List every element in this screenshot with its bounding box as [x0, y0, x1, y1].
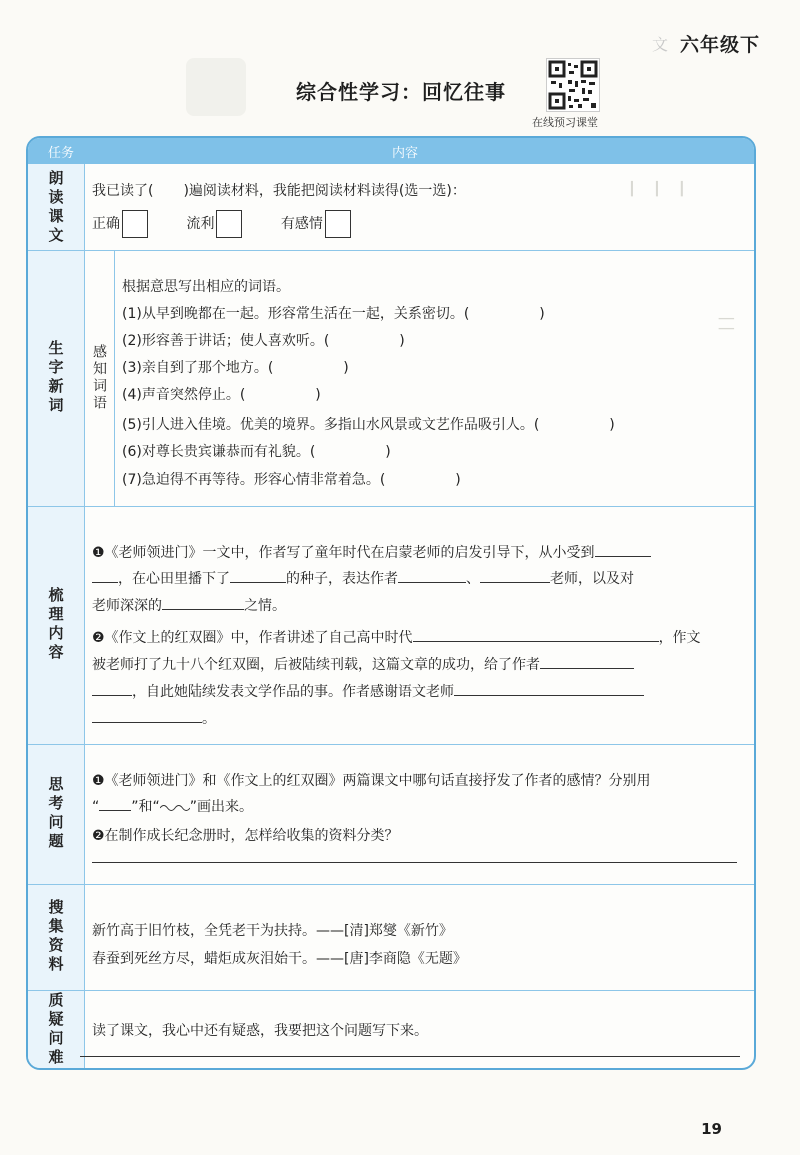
- page-number: 19: [701, 1120, 722, 1138]
- think-q1-line1: ❶《老师领进门》和《作文上的红双圈》两篇课文中哪句话直接抒发了作者的感情？分别用: [92, 773, 651, 789]
- summary-p2-text-c: 被老师打了九十八个红双圈，后被陆续刊载，这篇文章的成功，给了作者: [92, 657, 540, 673]
- word-item-3: (3)亲自到了那个地方。( ): [122, 360, 349, 376]
- poem-line-2: 春蚕到死丝方尽，蜡炬成灰泪始干。——[唐]李商隐《无题》: [92, 951, 467, 967]
- answer-line[interactable]: [80, 1056, 740, 1057]
- fill-blank[interactable]: [480, 568, 550, 583]
- summary-p2-text-a: ❷《作文上的红双圈》中，作者讲述了自己高中时代: [92, 630, 413, 646]
- poem-line-1: 新竹高于旧竹枝，全凭老干为扶持。——[清]郑燮《新竹》: [92, 923, 453, 939]
- fill-blank[interactable]: [398, 568, 466, 583]
- answer-line[interactable]: [92, 862, 737, 863]
- summary-p2-text-d: ，自此她陆续发表文学作品的事。作者感谢语文老师: [132, 684, 454, 700]
- reading-count-prefix: 我已读了(: [92, 183, 154, 199]
- fill-blank[interactable]: [92, 681, 132, 696]
- fill-blank[interactable]: [454, 681, 644, 696]
- summary-p1-text-g: 之情。: [244, 598, 286, 614]
- summary-p2-line4: [92, 708, 216, 728]
- reading-options: [92, 210, 385, 238]
- task-label-reading: 朗读课文: [46, 170, 65, 246]
- question-prompt: 读了课文，我心中还有疑惑，我要把这个问题写下来。: [92, 1023, 428, 1039]
- word-item-7: (7)急迫得不再等待。形容心情非常着急。( ): [122, 472, 461, 488]
- summary-p1-text-d: 、: [466, 571, 480, 587]
- summary-p1-text-f: 老师深深的: [92, 598, 162, 614]
- reading-instruction: )遍阅读材料，我能把阅读材料读得(选一选)：: [183, 183, 466, 199]
- task-label-summary: 梳理内容: [46, 587, 65, 663]
- task-label-words: 生字新词: [46, 340, 65, 416]
- header-content: 内容: [392, 146, 419, 161]
- word-item-1: (1)从早到晚都在一起。形容常生活在一起，关系密切。( ): [122, 306, 545, 322]
- page-title: 综合性学习：回忆往事: [296, 80, 506, 104]
- words-subcolumn: [84, 250, 115, 506]
- fill-blank[interactable]: [413, 627, 659, 642]
- quote-mid: ”和“: [131, 799, 160, 815]
- fill-blank[interactable]: [540, 654, 634, 669]
- summary-p2-line3: [92, 681, 644, 701]
- summary-p2-line1: [92, 627, 701, 647]
- words-sub-label: 感知词语: [91, 344, 107, 412]
- qr-caption: 在线预习课堂: [532, 116, 598, 129]
- fill-blank[interactable]: [92, 568, 118, 583]
- summary-p2-text-b: ，作文: [658, 630, 701, 646]
- word-item-2: (2)形容善于讲话；使人喜欢听。( ): [122, 333, 405, 349]
- faded-logo: [186, 58, 246, 116]
- think-q1-line2: [92, 796, 253, 816]
- summary-p1-text-c: 的种子，表达作者: [286, 571, 398, 587]
- word-item-5: (5)引人进入佳境。优美的境界。多指山水风景或文艺作品吸引人。( ): [122, 417, 615, 433]
- option-correct-checkbox[interactable]: [122, 210, 148, 238]
- row-divider: [28, 744, 754, 745]
- task-label-question: 质疑问难: [46, 992, 65, 1068]
- wavy-line-icon: [160, 801, 190, 811]
- reading-line: [92, 180, 466, 200]
- grade-ghost-text: 文: [651, 35, 668, 54]
- option-emotion-label: 有感情: [280, 216, 323, 232]
- row-divider: [28, 990, 754, 991]
- option-correct-label: 正确: [92, 216, 120, 232]
- qr-code-icon[interactable]: [546, 58, 600, 112]
- summary-p1-text-b: ，在心田里播下了: [118, 571, 230, 587]
- fill-blank[interactable]: [595, 542, 651, 557]
- summary-p1-text-a: ❶《老师领进门》一文中，作者写了童年时代在启蒙老师的启发引导下，从小受到: [92, 545, 595, 561]
- task-table: [26, 136, 756, 1070]
- summary-p1-line1: [92, 542, 651, 562]
- word-item-4: (4)声音突然停止。( ): [122, 387, 321, 403]
- header-task: 任务: [48, 146, 75, 161]
- row-divider: [28, 884, 754, 885]
- summary-p2-text-e: 。: [202, 711, 216, 727]
- table-header: [28, 138, 754, 164]
- option-emotion-checkbox[interactable]: [325, 210, 351, 238]
- task-label-collect: 搜集资料: [46, 899, 65, 975]
- summary-p1-text-e: 老师，以及对: [550, 571, 634, 587]
- summary-p1-line2: [92, 568, 634, 588]
- fill-blank[interactable]: [162, 595, 244, 610]
- quote-open: “: [92, 799, 100, 815]
- word-item-6: (6)对尊长贵宾谦恭而有礼貌。( ): [122, 444, 391, 460]
- summary-p2-line2: [92, 654, 634, 674]
- straight-line-sample: [99, 800, 131, 811]
- option-fluent-label: 流利: [186, 216, 215, 232]
- bleed-through: ▏▏: [718, 318, 733, 338]
- bleed-through: ┃ ┃ ┃: [628, 182, 686, 197]
- task-label-think: 思考问题: [46, 776, 65, 852]
- quote-close: ”画出来。: [189, 799, 254, 815]
- grade-label: 六年级下: [679, 34, 760, 56]
- summary-p1-line3: [92, 595, 286, 615]
- option-fluent-checkbox[interactable]: [216, 210, 242, 238]
- fill-blank[interactable]: [230, 568, 286, 583]
- words-intro: 根据意思写出相应的词语。: [122, 279, 290, 295]
- fill-blank[interactable]: [92, 708, 202, 723]
- row-divider: [28, 506, 754, 507]
- row-divider: [28, 250, 754, 251]
- think-q2: ❷在制作成长纪念册时，怎样给收集的资料分类？: [92, 828, 399, 844]
